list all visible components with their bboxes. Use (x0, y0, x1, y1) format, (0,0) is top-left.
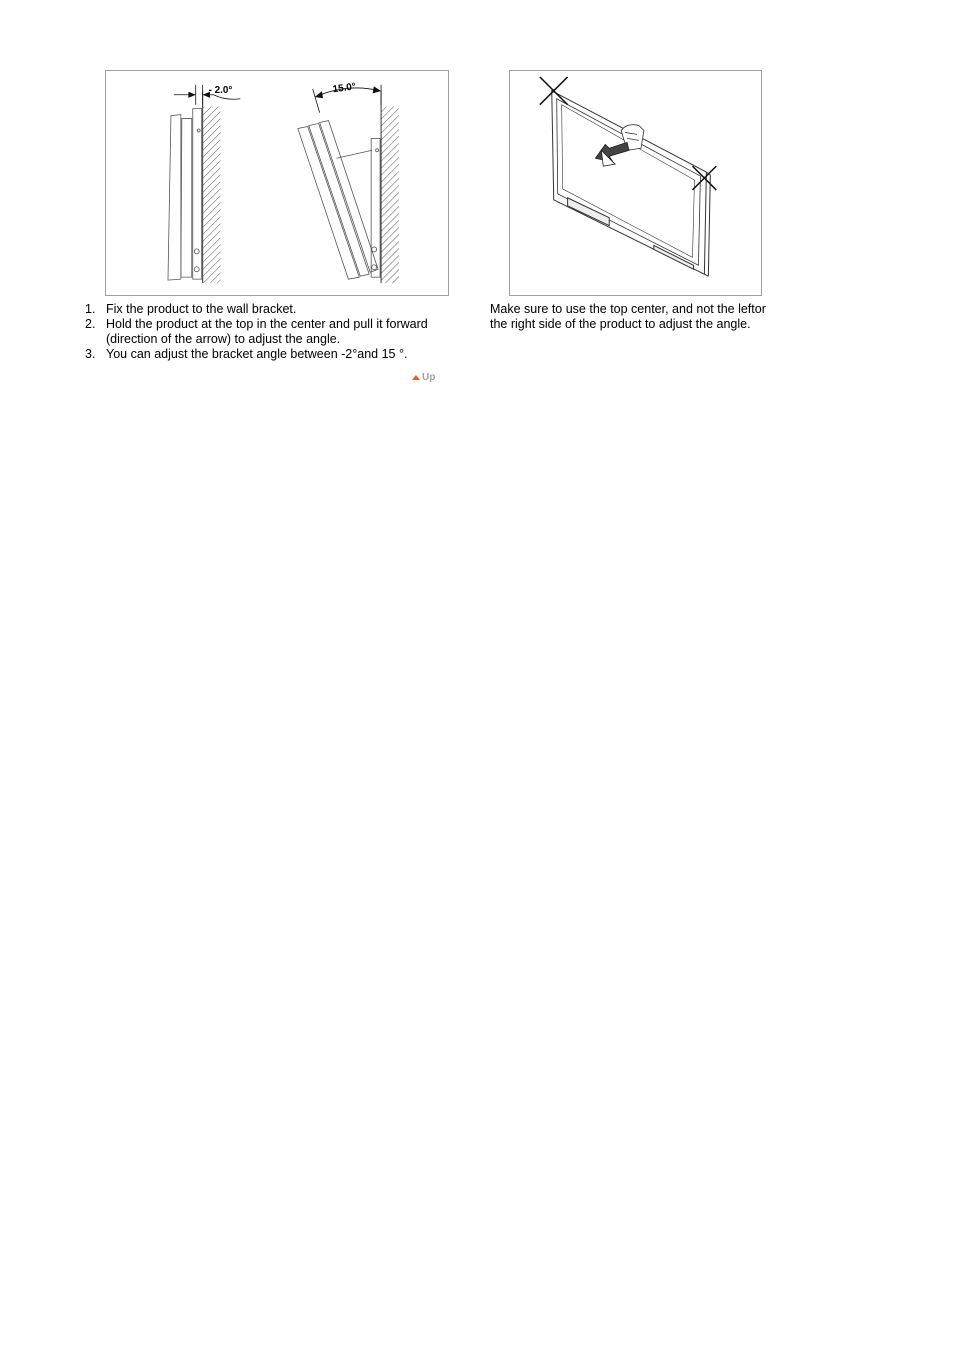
up-arrow-icon (412, 375, 420, 380)
angle-plus-label: 15.0° (332, 81, 357, 96)
step-number: 2. (85, 317, 96, 331)
monitor-adjust-figure (509, 70, 762, 296)
bracket-angle-illustration (106, 71, 448, 295)
up-link-label: Up (422, 372, 436, 383)
up-link[interactable] (412, 372, 435, 383)
step-number: 3. (85, 347, 96, 361)
step-item (85, 347, 455, 362)
instruction-steps (85, 302, 455, 362)
cross-mark-top-right (692, 166, 716, 190)
step-text: Fix the product to the wall bracket. (106, 302, 297, 316)
usage-note: Make sure to use the top center, and not the leftor the right side of the product to adjust the angle. (490, 302, 766, 331)
step-item (85, 317, 455, 347)
bracket-angle-figure (105, 70, 449, 296)
wall-right (381, 91, 399, 283)
step-number: 1. (85, 302, 96, 316)
angle-minus-label: - 2.0° (208, 84, 233, 96)
monitor-front (552, 89, 711, 276)
step-item (85, 302, 455, 317)
monitor-side-tilted (298, 121, 380, 280)
step-text: Hold the product at the top in the center and pull it forward (direction of the arrow) to adjust the angle. (106, 317, 428, 346)
cross-mark-top-left (540, 77, 568, 105)
monitor-side-vertical (168, 109, 202, 280)
monitor-adjust-illustration (510, 71, 761, 295)
wall-left (203, 91, 221, 283)
pull-arrow-icon (595, 142, 629, 166)
step-text: You can adjust the bracket angle between -2°and 15 °. (106, 347, 408, 361)
